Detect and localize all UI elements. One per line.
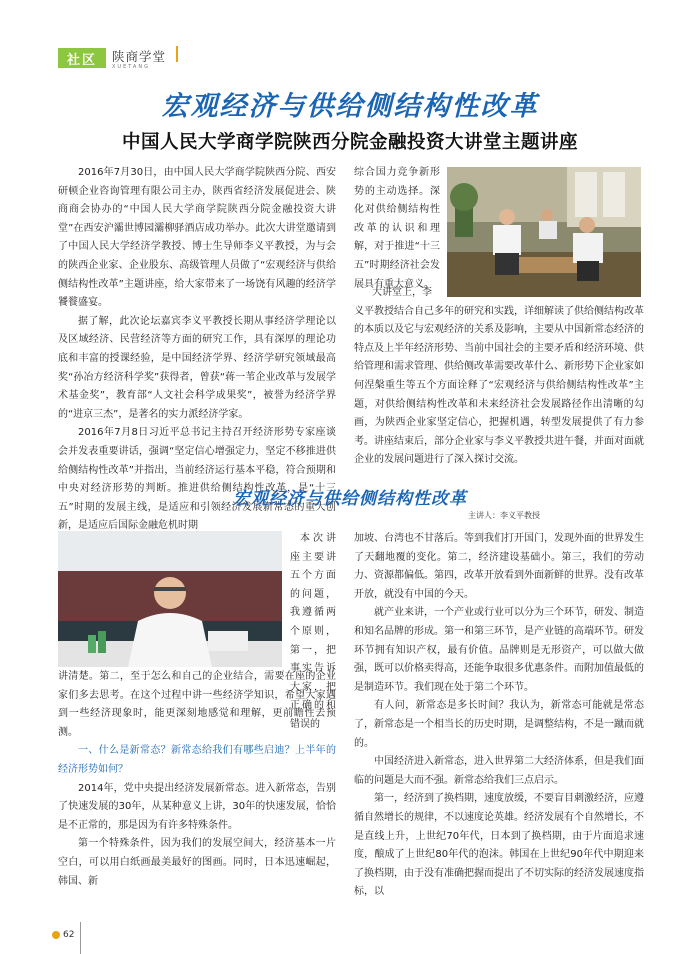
lecture-title: 宏观经济与供给侧结构性改革: [233, 489, 467, 509]
lecture-paragraph: 第一，经济到了换档期，速度放缓，不要盲目刺激经济，应遵循自然增长的规律，不以速度论英雄。经济发展有个自然增长，不是直线上升，上世纪70年代，日本到了换档期，由于片面追求速度，酿成了上世纪80年代的泡沫。韩国在上世纪90年代中期迎来了换档期，由于没有准确把握而提出了不切实际的经济发展速度指标，以: [354, 793, 644, 898]
speaker-photo: [58, 531, 282, 667]
lecture-speaker: 主讲人：李义平教授: [468, 511, 540, 520]
article-left-column: [58, 164, 336, 536]
speaker-photo-image: [58, 531, 282, 667]
article-paragraph: 2016年7月8日习近平总书记主持召开经济形势专家座谈会并发表重要讲话，强调“坚定信心增强定力，坚定不移推进供给侧结构性改革”并指出，当前经济运行基本平稳，符合预期和中央对经济形势的判断。推进供给侧结构性改革，是“十三五”时期的发展主线，是适应和引领经济发展新常态的重大创新，是适应后国际金融危机时期: [58, 427, 336, 532]
article-paragraph: 2016年7月30日，由中国人民大学商学院陕西分院、西安研顿企业咨询管理有限公司主办，陕西省经济发展促进会、陕商商会协办的“中国人民大学商学院陕西分院金融投资大讲堂”在西安沪灞世博园灞柳驿酒店成功举办。此次大讲堂邀请到了中国人民大学经济学教授、博士生导师李义平教授，为与会的陕西企业家、企业股东、高级管理人员做了“宏观经济与供给侧结构性改革”主题讲座，给大家带来了一场饶有风趣的经济学饕餮盛宴。: [58, 167, 336, 309]
column-sublabel: XUETANG: [112, 64, 150, 70]
article-paragraph: 据了解，此次论坛嘉宾李义平教授长期从事经济学理论以及区域经济、民营经济等方面的研究工作，具有深厚的理论功底和丰富的授课经验，是中国经济学界、经济学研究领域最高奖“孙冶方经济科学奖”获得者，曾获“蒋一苇企业改革与发展学术基金奖”，教育部“人文社会科学成果奖”，被誉为经济学界的“进京三杰”，是著名的实力派经济学家。: [58, 315, 336, 420]
article-paragraph: 义平教授结合自己多年的研究和实践，详细解读了供给侧结构改革的本质以及它与宏观经济的关系及影响，主要从中国新常态经济的特点及上半年经济形势、当前中国社会的主要矛盾和经济环境、供给管理和需求管理、供给侧改革需要改革什么、新形势下企业家如何涅槃重生等五个方面诠释了“宏观经济与供给侧结构性改革”主题，对供给侧结构性改革和未来经济社会发展路径作出清晰的勾画，为陕西企业家坚定信心，把握机遇，转型发展提供了有力参考。讲座结束后，部分企业家与李义平教授共进午餐，并面对面就企业的发展问题进行了深入探讨交流。: [354, 305, 644, 466]
article-paragraph: 综合国力竞争新形势的主动选择。深化对供给侧结构性改革的认识和理解，对于推进“十三五”时期经济社会发展具有重大意义。: [354, 167, 440, 290]
footer-rule: [80, 922, 81, 954]
lecture-paragraph: 有人问，新常态是多长时间？我认为，新常态可能就是常态了，新常态是一个相当长的历史时期，是调整结构，不是一蹴而就的。: [354, 700, 644, 749]
column-label: 陕商学堂: [112, 49, 167, 64]
article-subtitle: 中国人民大学商学院陕西分院金融投资大讲堂主题讲座: [121, 132, 578, 153]
page-number-dot-icon: [52, 931, 60, 939]
page-number-text: 62: [63, 930, 75, 940]
meeting-photo: [447, 167, 641, 297]
lecture-paragraph: 2014年，党中央提出经济发展新常态。进入新常态，告别了快速发展的30年，从某种意义上讲，30年的快速发展，恰恰是不正常的，那是因为有许多特殊条件。: [58, 782, 336, 831]
lecture-left-column: [58, 668, 336, 891]
lecture-paragraph: 第一个特殊条件，因为我们的发展空间大，经济基本一片空白，可以用白纸画最美最好的图画。同时，日本迅速崛起，韩国、新: [58, 838, 336, 887]
article-right-column: [354, 284, 644, 470]
lecture-paragraph: 就产业来讲，一个产业或行业可以分为三个环节，研发、制造和知名品牌的形成。第一和第三环节，是产业链的高端环节。研发环节拥有知识产权，最有价值。品牌则是无形资产，可以做大做强，既可以价格卖得高，还能争取很多优惠条件。而附加值最低的是制造环节。我们现在处于第二个环节。: [354, 607, 644, 693]
lecture-paragraph: 讲清楚。第二，至于怎么和自己的企业结合，需要在座的企业家们多去思考。在这个过程中讲一些经济学知识，希望大家遇到一些经济现象时，能更深刻地感觉和理解，更前瞻性去预测。: [58, 671, 336, 738]
article-paragraph-lead: 大讲堂上，李: [372, 287, 432, 298]
article-title: 宏观经济与供给侧结构性改革: [161, 91, 539, 122]
meeting-photo-image: [447, 167, 641, 297]
lecture-right-column: [354, 530, 644, 902]
lecture-paragraph: 中国经济进入新常态，进入世界第二大经济体系，但是我们面临的问题是大而不强。新常态给我们三点启示。: [354, 756, 644, 786]
tag-bracket-decoration: [172, 46, 178, 62]
section-tag: 社区: [58, 48, 106, 68]
article-right-narrow: [354, 164, 440, 294]
lecture-paragraph: 加坡、台湾也不甘落后。等到我们打开国门，发现外面的世界发生了天翻地覆的变化。第二，经济建设基础小。第三，我们的劳动力、资源都偏低。第四，改革开放看到外面新鲜的世界。没有改革开放，就没有中国的今天。: [354, 533, 644, 600]
lecture-question-heading: 一、什么是新常态？新常态给我们有哪些启迪？上半年的经济形势如何？: [58, 745, 336, 775]
page-number: [52, 930, 74, 940]
lecture-paragraph: 本次讲座主要讲五个方面的问题，我遵循两个原则，第一，把事实告诉大家，把正确的和错误的: [290, 533, 336, 730]
